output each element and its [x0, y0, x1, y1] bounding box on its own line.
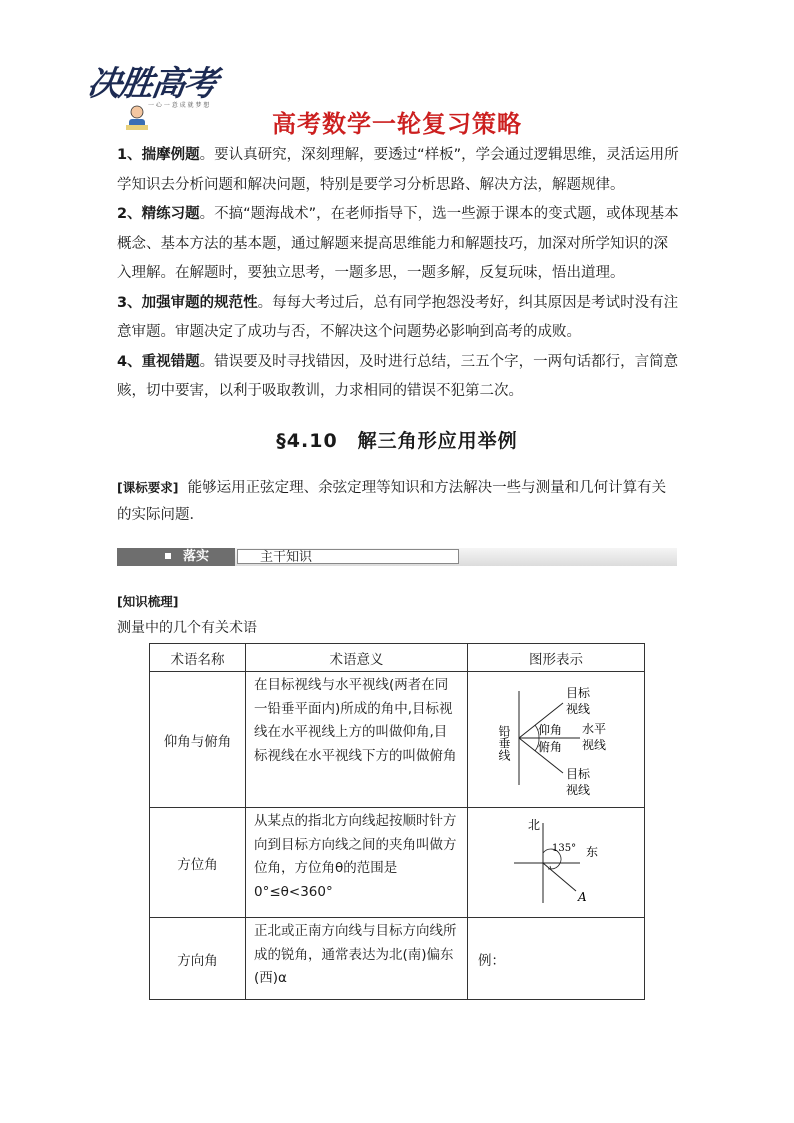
target-line-bottom: 视线 [566, 782, 591, 797]
section-band [117, 548, 677, 566]
target-line-bottom: 目标 [566, 766, 591, 781]
term-meaning: 从某点的指北方向线起按顺时针方向到目标方向线之间的夹角叫做方位角，方位角θ的范围是0°≤θ<360° [246, 808, 468, 918]
elevation-depression-figure [468, 672, 645, 808]
logo-text: 决胜高考 [84, 64, 219, 104]
term-meaning: 在目标视线与水平视线(两者在同一铅垂平面内)所成的角中,目标视线在水平视线上方的叫做仰角,目标视线在水平视线下方的叫做俯角 [246, 672, 468, 808]
square-icon [165, 553, 171, 559]
strategy-list [117, 141, 679, 407]
depression-label: 俯角 [538, 739, 563, 754]
table-header: 术语意义 [246, 644, 468, 672]
elevation-figure-svg [468, 673, 644, 803]
strategy-item: 1、揣摩例题。要认真研究，深刻理解，要透过“样板”，学会通过逻辑思维，灵活运用所学知识去分析问题和解决问题，特别是要学习分析思路、解决方法，解题规律。 [117, 147, 679, 193]
elevation-label: 仰角 [538, 722, 563, 737]
page-title: 高考数学一轮复习策略 [272, 110, 522, 138]
point-a-label: A [578, 889, 587, 904]
horizontal-line-label: 视线 [582, 737, 607, 752]
requirement-tag: [课标要求] [117, 480, 179, 495]
strategy-item: 3、加强审题的规范性。每每大考过后，总有同学抱怨没考好，纠其原因是考试时没有注意审题。审题决定了成功与否，不解决这个问题势必影响到高考的成败。 [117, 294, 679, 340]
term-meaning: 正北或正南方向线与目标方向线所成的锐角，通常表达为北(南)偏东(西)α [246, 918, 468, 1000]
table-row [150, 918, 645, 1000]
bearing-figure-svg [468, 811, 644, 911]
term-name: 方向角 [150, 918, 246, 1000]
strategy-item: 4、重视错题。错误要及时寻找错因，及时进行总结，三五个字，一两句话都行，言简意赅，切中要害，以利于吸取教训，力求相同的错误不犯第二次。 [117, 353, 679, 399]
logo-slogan: 一 心 一 意 成 就 梦 想 [148, 102, 210, 109]
bearing-figure [468, 808, 645, 918]
table-header: 图形表示 [468, 644, 645, 672]
target-line-top: 目标 [566, 685, 591, 700]
north-label: 北 [528, 817, 541, 832]
example-label: 例： [478, 952, 505, 969]
knowledge-subtitle: 测量中的几个有关术语 [117, 620, 257, 636]
term-name: 仰角与俯角 [150, 672, 246, 808]
section-title: §4.10 解三角形应用举例 [276, 430, 518, 452]
east-label: 东 [586, 844, 599, 859]
requirement-text: 能够运用正弦定理、余弦定理等知识和方法解决一些与测量和几何计算有关的实际问题． [117, 480, 667, 523]
band-light-label: 主干知识 [237, 549, 459, 564]
target-line-top: 视线 [566, 701, 591, 716]
curriculum-requirement [117, 474, 679, 529]
angle-label: 135° [552, 842, 577, 854]
direction-figure [468, 918, 645, 1000]
table-row [150, 672, 645, 808]
strategy-item: 2、精练习题。不搞“题海战术”，在老师指导下，选一些源于课本的变式题，或体现基本概念、基本方法的基本题，通过解题来提高思维能力和解题技巧，加深对所学知识的深入理解。在解题时，要独立思考，一题多思，一题多解，反复玩味，悟出道理。 [117, 206, 679, 281]
terms-table [149, 643, 645, 1000]
table-header: 术语名称 [150, 644, 246, 672]
table-header-row [150, 644, 645, 672]
term-name: 方位角 [150, 808, 246, 918]
horizontal-line-label: 水平 [582, 721, 607, 736]
band-dark-label: 落实 [117, 548, 235, 566]
table-row [150, 808, 645, 918]
plumb-line-label: 铅垂线 [497, 724, 511, 761]
knowledge-label: [知识梳理] [117, 594, 179, 609]
